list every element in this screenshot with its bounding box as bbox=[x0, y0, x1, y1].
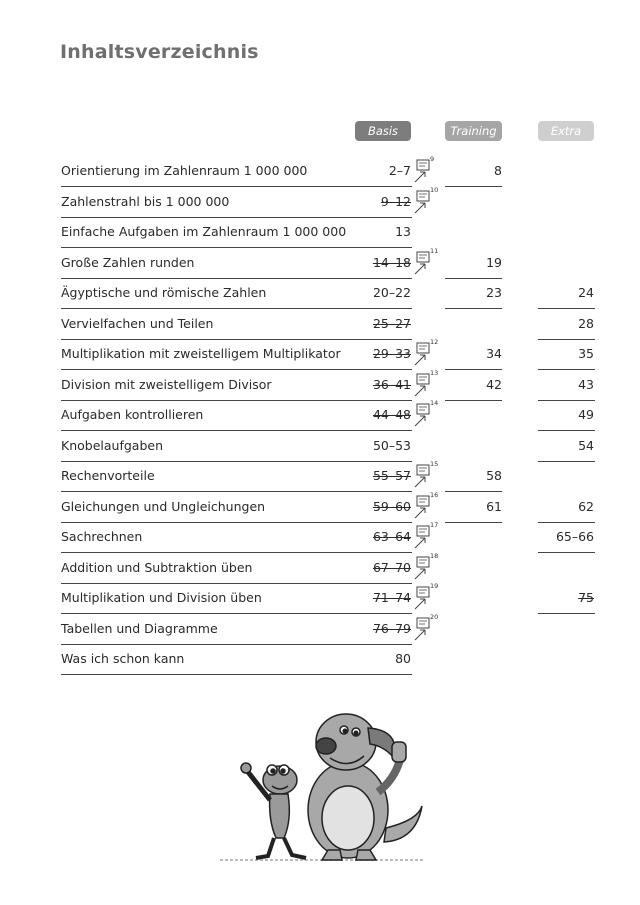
toc-topic: Multiplikation mit zweistelligem Multiplikator bbox=[61, 346, 341, 361]
extra-pages: 62 bbox=[578, 498, 594, 514]
basis-pages: 63–64 bbox=[372, 529, 411, 544]
basis-pages: 14–18 bbox=[372, 254, 411, 270]
basis-pages: 76–79 bbox=[372, 620, 411, 636]
basis-pages: 55–57 bbox=[372, 468, 411, 483]
toc-row bbox=[0, 310, 640, 340]
training-pages: 61 bbox=[486, 498, 502, 514]
exercise-number: 15 bbox=[430, 460, 439, 468]
basis-pages: 9–12 bbox=[380, 193, 411, 209]
toc-row bbox=[0, 368, 640, 401]
toc-row bbox=[0, 185, 640, 218]
toc-row bbox=[0, 279, 640, 309]
extra-pages: 24 bbox=[578, 285, 594, 300]
online-exercise-icon bbox=[414, 612, 440, 642]
basis-pages: 44–48 bbox=[372, 407, 411, 422]
toc-row bbox=[0, 432, 640, 462]
toc-topic: Ägyptische und römische Zahlen bbox=[61, 285, 267, 300]
basis-pages: 80 bbox=[395, 651, 411, 666]
toc-topic: Zahlenstrahl bis 1 000 000 bbox=[61, 193, 230, 209]
online-exercise-icon bbox=[414, 551, 440, 581]
basis-pages: 67–70 bbox=[372, 559, 411, 575]
toc-topic: Sachrechnen bbox=[61, 529, 143, 544]
exercise-number: 17 bbox=[430, 521, 439, 529]
toc-row bbox=[0, 218, 640, 248]
training-pages: 23 bbox=[486, 285, 502, 300]
training-pages: 42 bbox=[486, 376, 502, 392]
toc-topic: Rechenvorteile bbox=[61, 468, 155, 483]
training-pages: 8 bbox=[494, 163, 502, 178]
toc-row bbox=[0, 340, 640, 370]
toc-topic: Einfache Aufgaben im Zahlenraum 1 000 000 bbox=[61, 224, 347, 239]
extra-pages: 54 bbox=[578, 437, 594, 453]
toc-topic: Was ich schon kann bbox=[61, 651, 185, 666]
toc-row bbox=[0, 401, 640, 431]
exercise-number: 12 bbox=[430, 338, 439, 346]
extra-pages: 28 bbox=[578, 315, 594, 331]
online-exercise-icon bbox=[414, 246, 440, 276]
toc-topic: Division mit zweistelligem Divisor bbox=[61, 376, 272, 392]
basis-pages: 2–7 bbox=[388, 163, 411, 178]
training-pages: 19 bbox=[486, 254, 502, 270]
online-exercise-icon bbox=[414, 338, 440, 367]
basis-pages: 36–41 bbox=[372, 376, 411, 392]
extra-pages: 49 bbox=[578, 407, 594, 422]
toc-row bbox=[0, 645, 640, 675]
toc-row bbox=[0, 462, 640, 492]
frog-character bbox=[241, 763, 306, 858]
basis-pages: 50–53 bbox=[372, 437, 411, 453]
dog-character bbox=[308, 714, 422, 860]
training-pages: 34 bbox=[486, 346, 502, 361]
mascot-illustration bbox=[218, 700, 428, 870]
toc-topic: Multiplikation und Division üben bbox=[61, 590, 262, 605]
toc-row bbox=[0, 490, 640, 523]
online-exercise-icon bbox=[414, 460, 440, 489]
row-divider bbox=[61, 674, 412, 675]
column-header-training: Training bbox=[445, 121, 502, 141]
exercise-number: 19 bbox=[430, 582, 439, 590]
page-title: Inhaltsverzeichnis bbox=[60, 41, 259, 63]
online-exercise-icon bbox=[414, 185, 440, 215]
extra-pages: 43 bbox=[578, 376, 594, 392]
exercise-number: 18 bbox=[430, 551, 439, 560]
toc-row bbox=[0, 551, 640, 584]
online-exercise-icon bbox=[414, 368, 440, 398]
toc-row bbox=[0, 523, 640, 553]
extra-pages: 75 bbox=[578, 590, 594, 605]
basis-pages: 20–22 bbox=[372, 285, 411, 300]
exercise-number: 20 bbox=[430, 612, 439, 621]
online-exercise-icon bbox=[414, 399, 440, 428]
online-exercise-icon bbox=[414, 521, 440, 550]
toc-topic: Orientierung im Zahlenraum 1 000 000 bbox=[61, 163, 308, 178]
toc-row bbox=[0, 157, 640, 187]
exercise-number: 10 bbox=[430, 185, 439, 194]
toc-topic: Aufgaben kontrollieren bbox=[61, 407, 204, 422]
online-exercise-icon bbox=[414, 490, 440, 520]
basis-pages: 71–74 bbox=[372, 590, 411, 605]
toc-row bbox=[0, 246, 640, 279]
column-header-basis: Basis bbox=[355, 121, 411, 141]
basis-pages: 29–33 bbox=[372, 346, 411, 361]
toc-row bbox=[0, 584, 640, 614]
toc-topic: Addition und Subtraktion üben bbox=[61, 559, 253, 575]
toc-topic: Tabellen und Diagramme bbox=[61, 620, 218, 636]
extra-pages: 35 bbox=[578, 346, 594, 361]
extra-pages: 65–66 bbox=[555, 529, 594, 544]
toc-topic: Große Zahlen runden bbox=[61, 254, 195, 270]
training-pages: 58 bbox=[486, 468, 502, 483]
basis-pages: 13 bbox=[395, 224, 411, 239]
online-exercise-icon bbox=[414, 582, 440, 611]
basis-pages: 25–27 bbox=[372, 315, 411, 331]
exercise-number: 13 bbox=[430, 368, 439, 377]
exercise-number: 9 bbox=[430, 155, 435, 163]
basis-pages: 59–60 bbox=[372, 498, 411, 514]
exercise-number: 11 bbox=[430, 246, 439, 255]
toc-topic: Knobelaufgaben bbox=[61, 437, 163, 453]
toc-topic: Gleichungen und Ungleichungen bbox=[61, 498, 266, 514]
column-header-extra: Extra bbox=[538, 121, 594, 141]
exercise-number: 16 bbox=[430, 490, 439, 499]
toc-topic: Vervielfachen und Teilen bbox=[61, 315, 214, 331]
exercise-number: 14 bbox=[430, 399, 439, 407]
online-exercise-icon bbox=[414, 155, 440, 184]
toc-row bbox=[0, 612, 640, 645]
